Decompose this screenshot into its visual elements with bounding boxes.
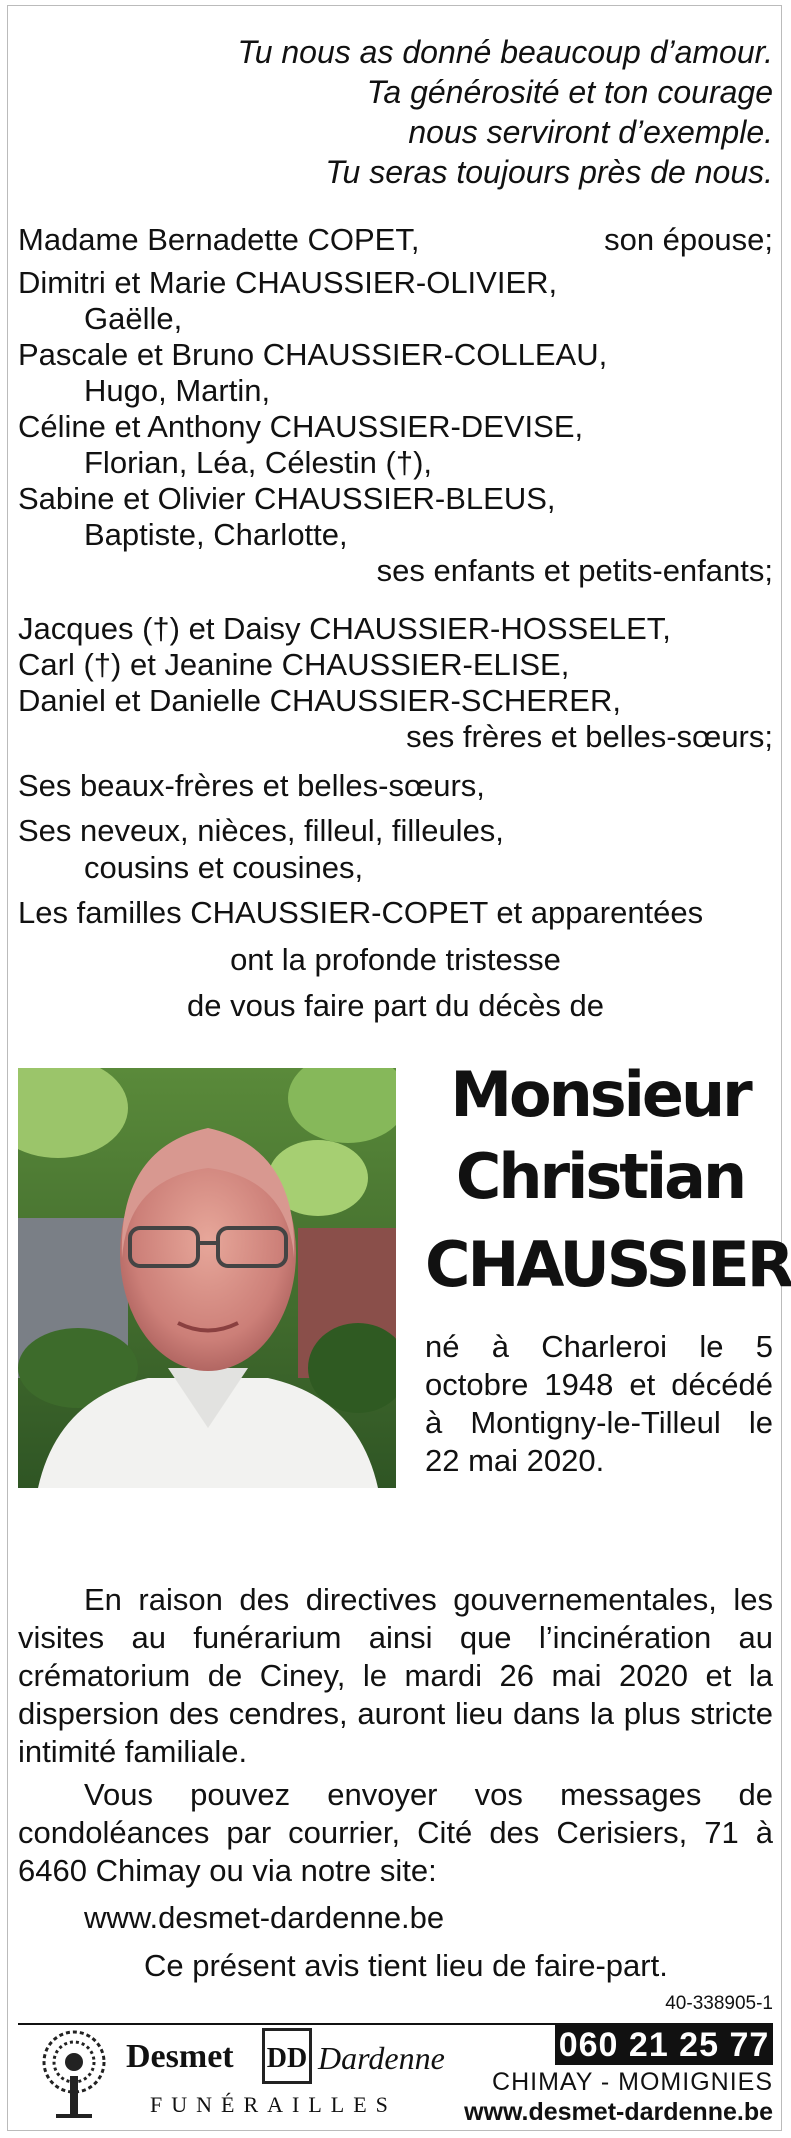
website-text: www.desmet-dardenne.be (84, 1900, 445, 1935)
notice-text: Ce présent avis tient lieu de faire-part. (144, 1948, 668, 1983)
family-line: Daniel et Danielle CHAUSSIER-SCHERER, (18, 683, 621, 718)
paragraph-ceremony: En raison des directives gouvernementales, les visites au funérarium ainsi que l’incinération au crématorium de Ciney, le mardi 26 mai 2020 et la dispersion des cendres, auront lieu dans la plus stricte intimité familiale. (18, 1582, 773, 1769)
family-line: Jacques (†) et Daisy CHAUSSIER-HOSSELET, (18, 611, 671, 646)
siblings-list (18, 611, 773, 755)
siblings-role: ses frères et belles-sœurs; (406, 719, 773, 754)
announce-line-1: ont la profonde tristesse (230, 942, 561, 977)
inlaws-line: Ses beaux-frères et belles-sœurs, (18, 768, 485, 803)
family-line: Baptiste, Charlotte, (84, 517, 348, 552)
poem-line: Tu seras toujours près de nous. (325, 154, 773, 190)
poem-line: Tu nous as donné beaucoup d’amour. (237, 34, 773, 70)
brand-dardenne: Dardenne (318, 2040, 445, 2076)
funerailles-label: FUNÉRAILLES (150, 2092, 397, 2117)
tree-logo-icon (26, 2028, 122, 2124)
family-line: Carl (†) et Jeanine CHAUSSIER-ELISE, (18, 647, 570, 682)
family-line: Gaëlle, (84, 301, 183, 336)
footer-url: www.desmet-dardenne.be (464, 2098, 773, 2126)
brand-monogram: DD (262, 2028, 312, 2084)
deceased-title: Monsieur (450, 1058, 750, 1131)
family-line: Céline et Anthony CHAUSSIER-DEVISE, (18, 409, 584, 444)
poem-line: nous serviront d’exemple. (408, 114, 773, 150)
family-line: Hugo, Martin, (84, 373, 271, 408)
children-list (18, 265, 773, 589)
brand-desmet: Desmet (126, 2038, 234, 2075)
deceased-first-name: Christian (455, 1140, 745, 1213)
portrait-image (18, 1068, 396, 1488)
children-role: ses enfants et petits-enfants; (376, 553, 773, 588)
announce-line-2: de vous faire part du décès de (186, 988, 605, 1023)
paragraph-condolences: Vous pouvez envoyer vos messages de condoléances par courrier, Cité des Cerisiers, 71 à 6460 Chimay ou via notre site: (18, 1777, 773, 1888)
nephews-line: Ses neveux, nièces, filleul, filleules, (18, 813, 504, 848)
poem (238, 32, 773, 192)
family-line: Dimitri et Marie CHAUSSIER-OLIVIER, (18, 265, 558, 300)
family-line: Florian, Léa, Célestin (†), (84, 445, 433, 480)
poem-line: Ta générosité et ton courage (366, 74, 773, 110)
wife-line (18, 222, 773, 258)
portrait-photo (18, 1068, 396, 1488)
phone-number: 060 21 25 77 (555, 2025, 773, 2065)
reference-number: 40-338905-1 (665, 1993, 773, 2014)
families-line: Les familles CHAUSSIER-COPET et apparentées (18, 895, 704, 930)
wife-name: Madame Bernadette COPET, (18, 222, 420, 257)
wife-role: son épouse; (604, 222, 773, 257)
family-line: Pascale et Bruno CHAUSSIER-COLLEAU, (18, 337, 608, 372)
birth-death-text: né à Charleroi le 5 octobre 1948 et décédé à Montigny-le-Tilleul le 22 mai 2020. (425, 1329, 773, 1478)
family-line: Sabine et Olivier CHAUSSIER-BLEUS, (18, 481, 556, 516)
nephews-line-2: cousins et cousines, (84, 850, 364, 885)
deceased-last-name: CHAUSSIER (425, 1228, 791, 1301)
towns-label: CHIMAY - MOMIGNIES (492, 2068, 773, 2096)
